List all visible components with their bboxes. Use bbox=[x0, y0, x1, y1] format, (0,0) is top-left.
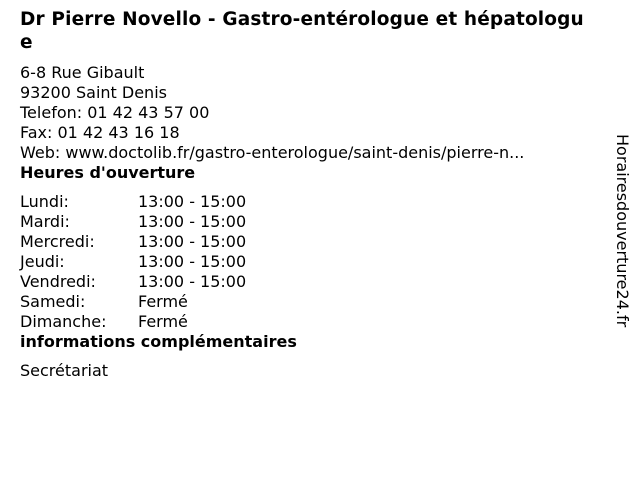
day-label: Mardi: bbox=[20, 212, 70, 231]
website-link[interactable]: Web: www.doctolib.fr/gastro-enterologue/saint-denis/pierre-n... bbox=[20, 143, 525, 162]
time-value: Fermé bbox=[138, 312, 188, 331]
hours-row-thursday bbox=[20, 252, 595, 272]
hours-row-monday bbox=[20, 192, 595, 212]
fax-number: Fax: 01 42 43 16 18 bbox=[20, 123, 180, 142]
hours-row-tuesday bbox=[20, 212, 595, 232]
time-value: Fermé bbox=[138, 292, 188, 311]
opening-hours-table bbox=[20, 192, 595, 332]
opening-hours-heading: Heures d'ouverture bbox=[20, 163, 196, 182]
street-address: 6-8 Rue Gibault bbox=[20, 63, 145, 82]
info-item: Secrétariat bbox=[20, 361, 109, 380]
hours-row-wednesday bbox=[20, 232, 595, 252]
time-value: 13:00 - 15:00 bbox=[138, 212, 247, 231]
site-brand-vertical: Horairesdouverture24.fr bbox=[613, 134, 632, 328]
business-card bbox=[20, 8, 595, 381]
page-title: Dr Pierre Novello - Gastro-entérologue et hépatologue bbox=[20, 9, 584, 53]
day-label: Dimanche: bbox=[20, 312, 107, 331]
phone-number: Telefon: 01 42 43 57 00 bbox=[20, 103, 210, 122]
hours-row-friday bbox=[20, 272, 595, 292]
time-value: 13:00 - 15:00 bbox=[138, 232, 247, 251]
day-label: Vendredi: bbox=[20, 272, 96, 291]
day-label: Jeudi: bbox=[20, 252, 65, 271]
time-value: 13:00 - 15:00 bbox=[138, 192, 247, 211]
contact-block bbox=[20, 63, 595, 163]
time-value: 13:00 - 15:00 bbox=[138, 252, 247, 271]
additional-info-heading: informations complémentaires bbox=[20, 332, 297, 351]
additional-info-list bbox=[20, 361, 595, 381]
city-postcode: 93200 Saint Denis bbox=[20, 83, 167, 102]
hours-row-sunday bbox=[20, 312, 595, 332]
day-label: Samedi: bbox=[20, 292, 86, 311]
day-label: Mercredi: bbox=[20, 232, 95, 251]
day-label: Lundi: bbox=[20, 192, 69, 211]
hours-row-saturday bbox=[20, 292, 595, 312]
time-value: 13:00 - 15:00 bbox=[138, 272, 247, 291]
